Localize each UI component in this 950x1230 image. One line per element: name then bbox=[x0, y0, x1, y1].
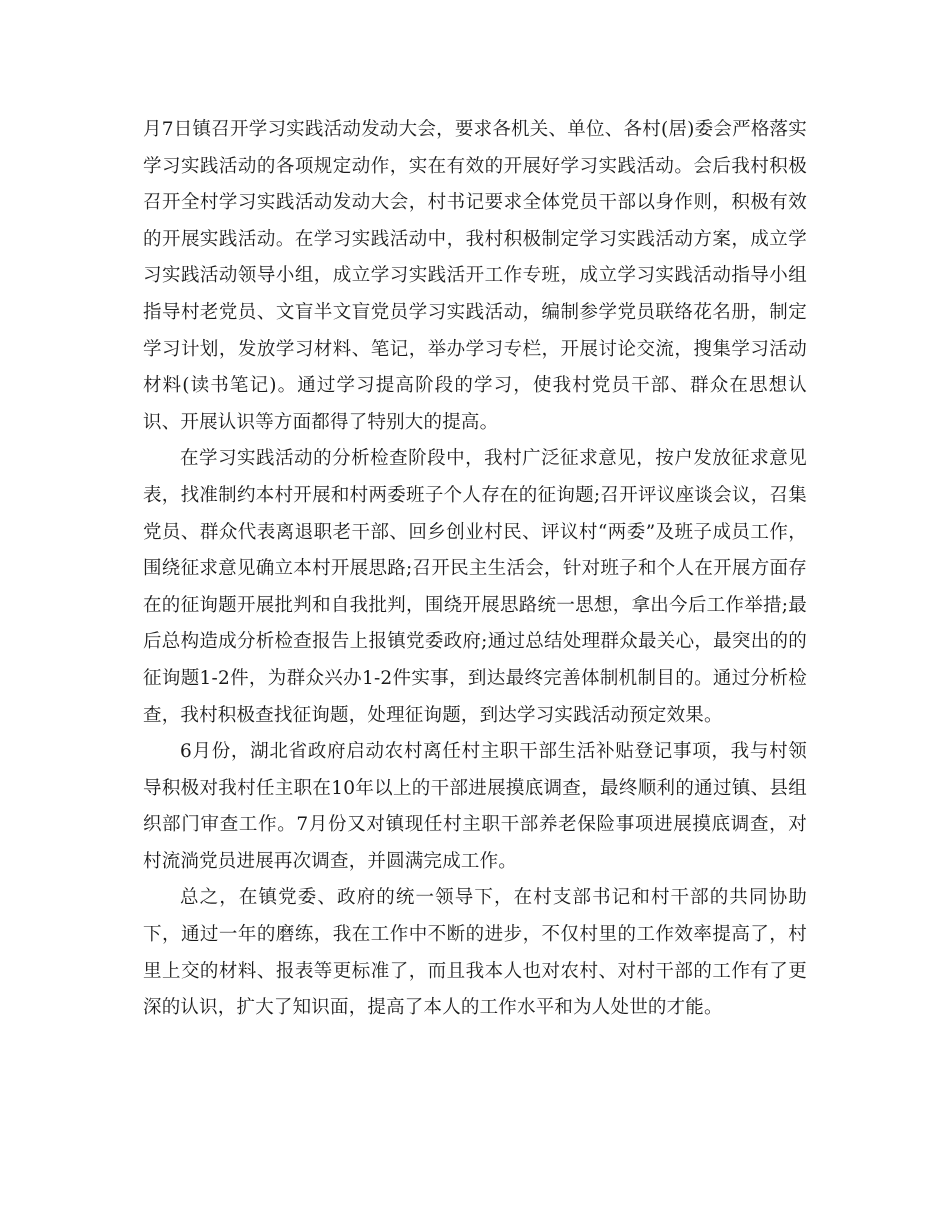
paragraph-summary: 总之，在镇党委、政府的统一领导下，在村支部书记和村干部的共同协助下，通过一年的磨练，我在工作中不断的进步，不仅村里的工作效率提高了，村里上交的材料、报表等更标准了，而且我本人也对农村、对村干部的工作有了更深的认识，扩大了知识面，提高了本人的工作水平和为人处世的才能。 bbox=[143, 887, 807, 1019]
document-body bbox=[143, 112, 807, 1027]
paragraph-june-survey: 6月份，湖北省政府启动农村离任村主职干部生活补贴登记事项，我与村领导积极对我村任主职在10年以上的干部进展摸底调查，最终顺利的通过镇、县组织部门审查工作。7月份又对镇现任村主职干部养老保险事项进展摸底调查，对村流淌党员进展再次调查，并圆满完成工作。 bbox=[143, 741, 807, 872]
paragraph-analysis-stage: 在学习实践活动的分析检查阶段中，我村广泛征求意见，按户发放征求意见表，找准制约本村开展和村两委班子个人存在的征询题;召开评议座谈会议，召集党员、群众代表离退职老干部、回乡创业村民、评议村“两委”及班子成员工作，围绕征求意见确立本村开展思路;召开民主生活会，针对班子和个人在开展方面存在的征询题开展批判和自我批判，围绕开展思路统一思想，拿出今后工作举措;最后总构造成分析检查报告上报镇党委政府;通过总结处理群众最关心，最突出的的征询题1-2件，为群众兴办1-2件实事，到达最终完善体制机制目的。通过分析检查，我村积极查找征询题，处理征询题，到达学习实践活动预定效果。 bbox=[143, 448, 807, 726]
paragraph-activity-launch: 月7日镇召开学习实践活动发动大会，要求各机关、单位、各村(居)委会严格落实学习实践活动的各项规定动作，实在有效的开展好学习实践活动。会后我村积极召开全村学习实践活动发动大会，村书记要求全体党员干部以身作则，积极有效的开展实践活动。在学习实践活动中，我村积极制定学习实践活动方案，成立学习实践活动领导小组，成立学习实践活开工作专班，成立学习实践活动指导小组指导村老党员、文盲半文盲党员学习实践活动，编制参学党员联络花名册，制定学习计划，发放学习材料、笔记，举办学习专栏，开展讨论交流，搜集学习活动材料(读书笔记)。通过学习提高阶段的学习，使我村党员干部、群众在思想认识、开展认识等方面都得了特别大的提高。 bbox=[143, 119, 807, 433]
